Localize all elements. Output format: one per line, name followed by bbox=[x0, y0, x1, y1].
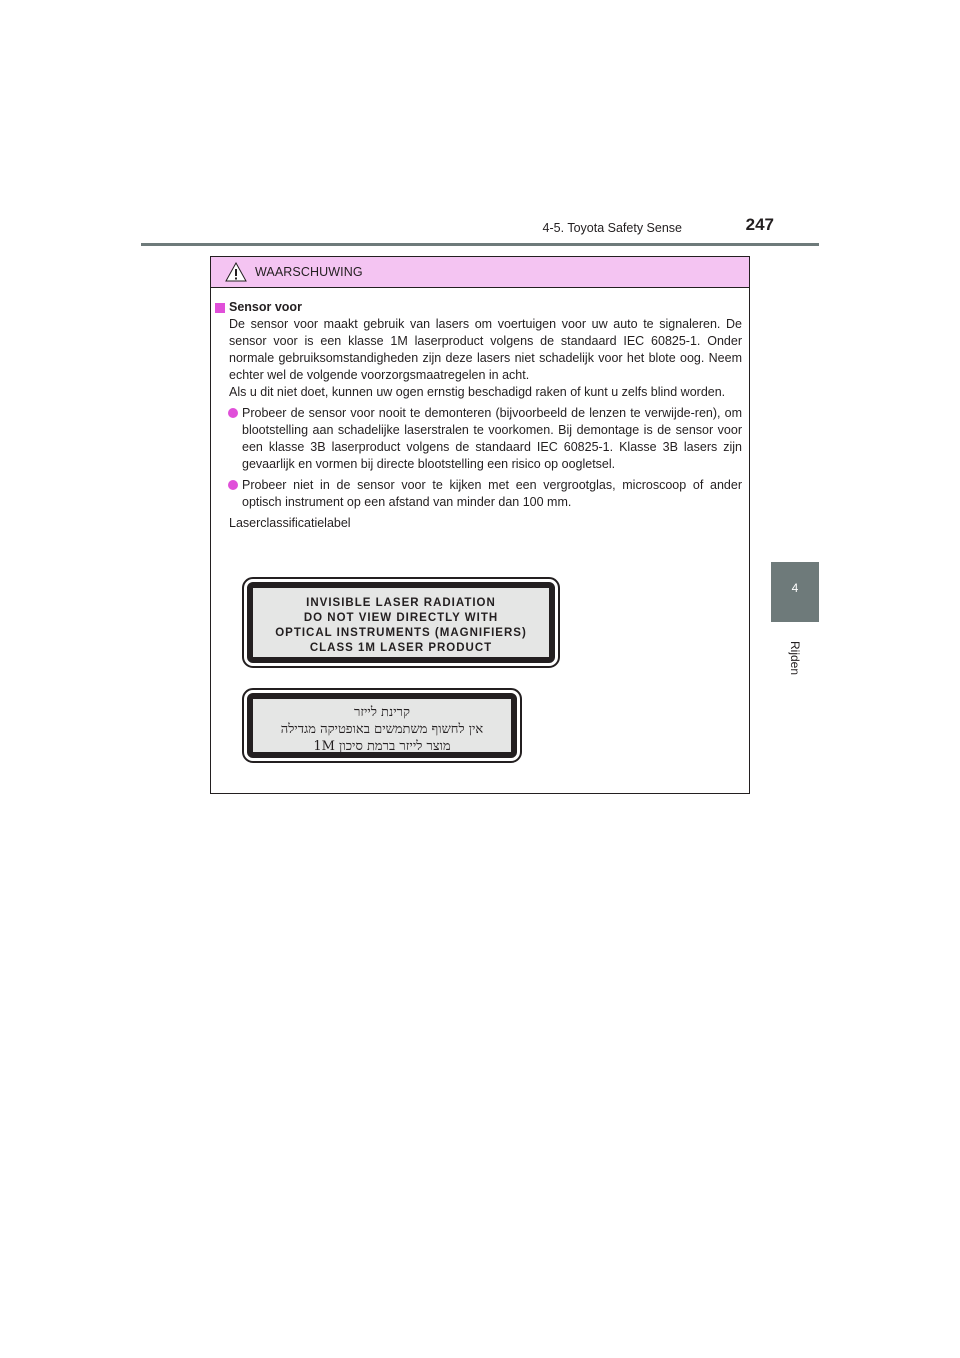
laser-label-english-text bbox=[253, 596, 549, 656]
laser-label-english bbox=[242, 577, 560, 668]
page-number: 247 bbox=[745, 215, 774, 234]
laser-label-line: מוצר לייזר ברמת סיכון 1M bbox=[313, 739, 451, 754]
chapter-number: 4 bbox=[791, 581, 799, 595]
warning-content bbox=[211, 299, 749, 532]
square-bullet-icon bbox=[215, 303, 225, 313]
bullet-item-disassemble bbox=[242, 405, 742, 473]
laser-label-line: OPTICAL INSTRUMENTS (MAGNIFIERS) bbox=[275, 627, 527, 639]
paragraph-intro: De sensor voor maakt gebruik van lasers om voertuigen voor uw auto te signaleren. De sensor voor is een klasse 1M laserproduct volgens de standaard IEC 60825-1. Onder normale gebruiksomstandigheden zijn deze lasers niet schadelijk voor het blote oog. Neem echter wel de volgende voorzorgsmaatregelen in acht. bbox=[229, 317, 742, 382]
bullet-text: Probeer de sensor voor nooit te demonteren (bijvoorbeeld de lenzen te verwijde-ren), om blootstelling aan schadelijke laserstralen te voorkomen. Bij demontage is de sensor voor een klasse 3B laserproduct volgens de standaard IEC 60825-1. Klasse 3B lasers zijn gevaarlijk en vormen bij directe blootstelling een risico op oogletsel. bbox=[242, 406, 742, 471]
laser-label-line: INVISIBLE LASER RADIATION bbox=[306, 597, 496, 609]
paragraph-consequence: Als u dit niet doet, kunnen uw ogen ernstig beschadigd raken of kunt u zelfs blind worden. bbox=[229, 385, 726, 399]
laser-label-hebrew-text bbox=[253, 704, 511, 755]
round-bullet-icon bbox=[228, 408, 238, 418]
laser-label-hebrew bbox=[242, 688, 522, 763]
section-heading bbox=[211, 299, 749, 316]
label-caption: Laserclassificatielabel bbox=[229, 516, 351, 530]
laser-label-line: קרינת לייזר bbox=[354, 705, 410, 720]
warning-triangle-icon bbox=[225, 262, 247, 282]
section-heading-text: Sensor voor bbox=[229, 300, 302, 314]
header-section-title: 4-5. Toyota Safety Sense bbox=[542, 221, 682, 235]
laser-label-line: אין לחשוף משתמשים באופטיקה מגדילה bbox=[280, 722, 484, 737]
round-bullet-icon bbox=[228, 480, 238, 490]
laser-label-line: CLASS 1M LASER PRODUCT bbox=[309, 642, 493, 654]
chapter-label: Rijden bbox=[788, 640, 802, 676]
warning-title: WAARSCHUWING bbox=[255, 265, 363, 279]
bullet-item-optical bbox=[242, 477, 742, 511]
bullet-text: Probeer niet in de sensor voor te kijken met een vergrootglas, microscoop of ander optisch instrument op een afstand van minder dan 100 mm. bbox=[242, 478, 742, 509]
header-divider bbox=[141, 243, 819, 246]
warning-header bbox=[211, 257, 749, 288]
laser-label-line: DO NOT VIEW DIRECTLY WITH bbox=[303, 612, 499, 624]
chapter-tab bbox=[771, 562, 819, 622]
